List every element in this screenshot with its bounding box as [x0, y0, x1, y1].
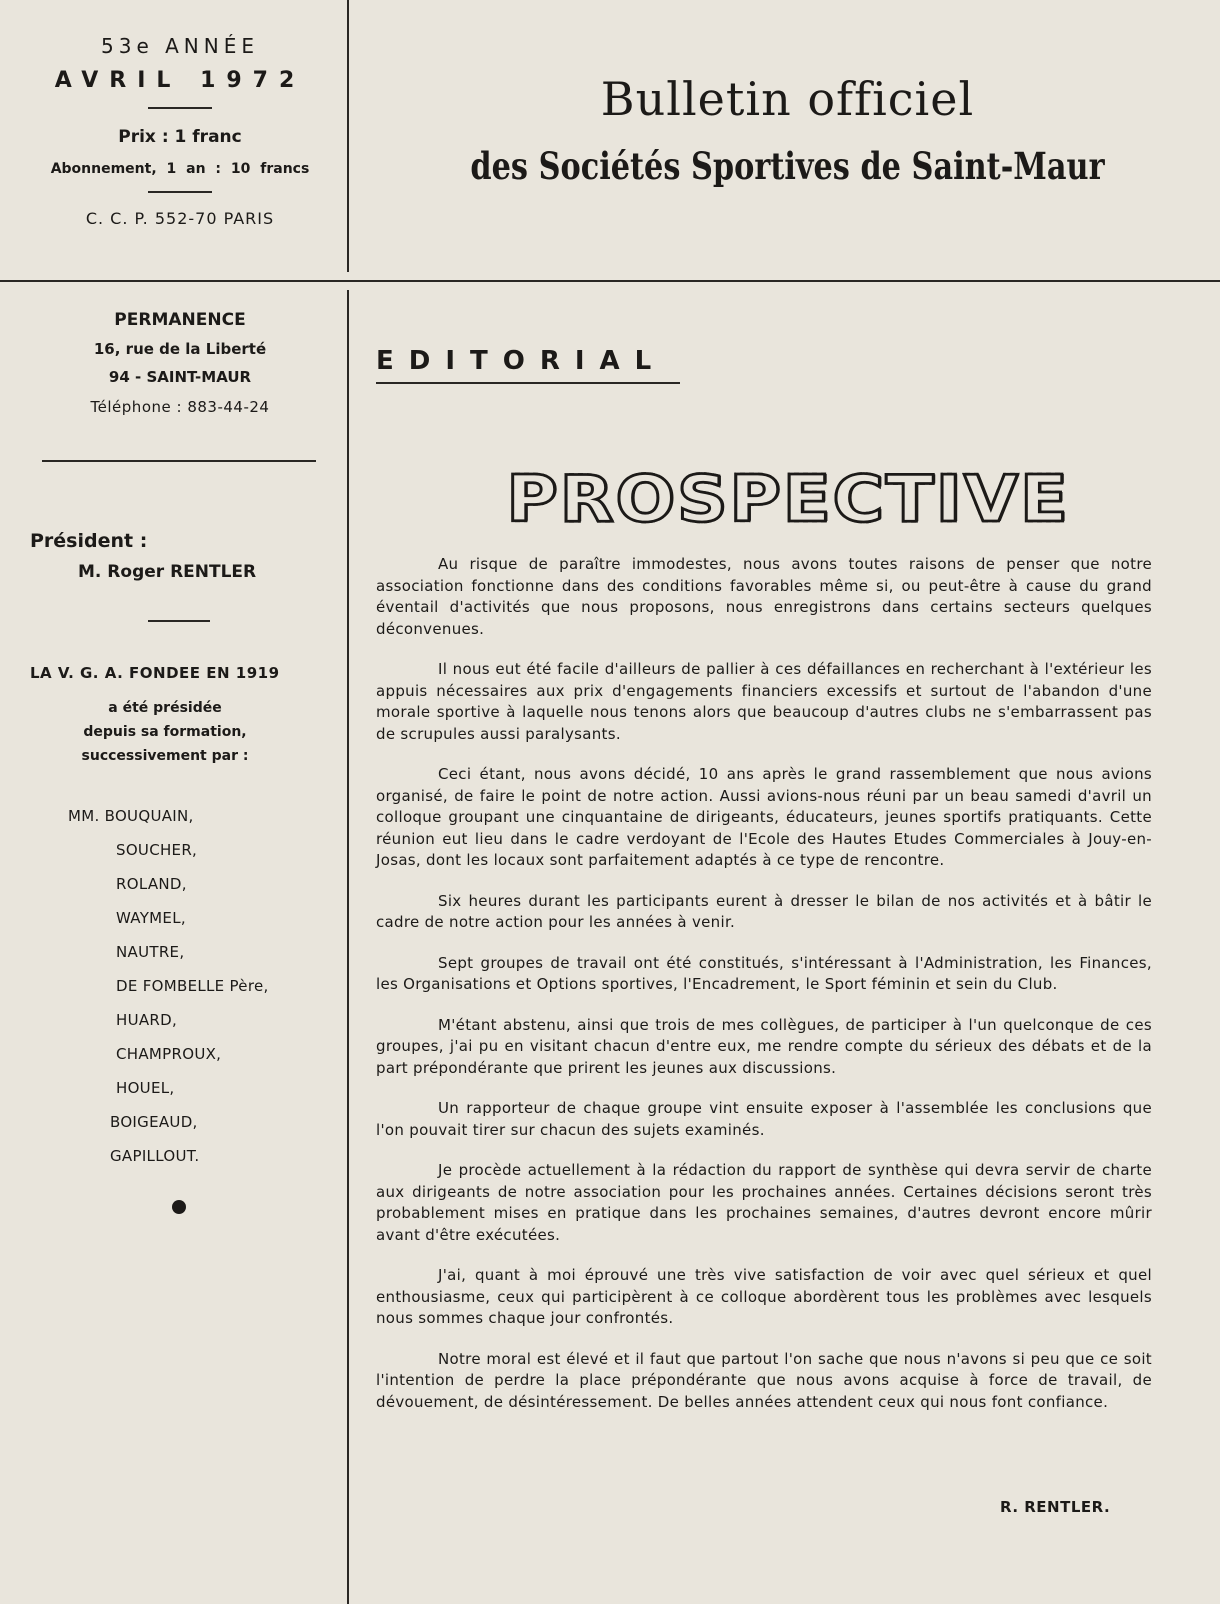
- list-item: CHAMPROUX,: [116, 1045, 222, 1063]
- paragraph: Ceci étant, nous avons décidé, 10 ans après le grand rassemblement que nous avions organisé, de faire le point de notre action. Aussi avions-nous réuni par un beau samedi d'avril un colloque groupant une cinquantaine de dirigeants, éducateurs, jeunes sportifs pratiquants. Cette réunion eut lieu dans le cadre verdoyant de l'Ecole des Hautes Etudes Commerciales à Jouy-en-Josas, dont les locaux sont parfaitement adaptés à ce type de rencontre.: [376, 765, 1152, 869]
- masthead-title: Bulletin officiel: [600, 72, 975, 126]
- vga-intro-line: depuis sa formation,: [83, 724, 247, 740]
- list-item: HOUEL,: [116, 1079, 175, 1097]
- divider: [42, 460, 316, 462]
- bullet-dot: [172, 1200, 186, 1214]
- vga-intro-line: a été présidée: [108, 700, 222, 716]
- editorial-label: EDITORIAL: [376, 346, 667, 376]
- vga-title: LA V. G. A. FONDEE EN 1919: [30, 664, 280, 682]
- president-name: M. Roger RENTLER: [78, 562, 257, 582]
- divider: [148, 191, 212, 193]
- list-item: WAYMEL,: [116, 909, 186, 927]
- paragraph: Un rapporteur de chaque groupe vint ensuite exposer à l'assemblée les conclusions que l'on pouvait tirer sur chacun des sujets examinés.: [376, 1099, 1152, 1139]
- divider: [148, 107, 212, 109]
- list-item: MM. BOUQUAIN,: [68, 807, 194, 825]
- vga-intro: [30, 696, 300, 768]
- issue-date: AVRIL 1972: [54, 68, 306, 93]
- header-divider-vertical: [347, 0, 349, 272]
- article-title: [356, 458, 1220, 540]
- price: Prix : 1 franc: [118, 127, 242, 147]
- vga-intro-line: successivement par :: [81, 748, 249, 764]
- permanence-block: [30, 310, 330, 416]
- paragraph: M'étant abstenu, ainsi que trois de mes collègues, de participer à l'un quelconque de ces groupes, j'ai pu en visitant chacun d'entre eux, me rendre compte du sérieux des débats et de la part prépondérante que prirent les jeunes aux discussions.: [376, 1015, 1152, 1077]
- list-item: BOIGEAUD,: [110, 1113, 198, 1131]
- paragraph: Je procède actuellement à la rédaction du rapport de synthèse qui devra servir de charte aux dirigeants de notre association pour les prochaines années. Certaines décisions seront très probablement mises en pratique dans les prochaines semaines, d'autres devront encore mûrir avant d'être exécutées.: [376, 1161, 1152, 1244]
- column-divider-vertical: [347, 290, 349, 1604]
- issue-year: 53e ANNÉE: [101, 34, 259, 58]
- list-item: GAPILLOUT.: [110, 1147, 200, 1165]
- signature: R. RENTLER.: [1000, 1498, 1111, 1516]
- permanence-title: PERMANENCE: [114, 310, 246, 330]
- paragraph: Notre moral est élevé et il faut que partout l'on sache que nous n'avons si peu que ce soit l'intention de perdre la place prépondérante que nous avons acquise à force de travail, de dévouement, de désintéressement. De belles années attendent ceux qui nous font confiance.: [376, 1349, 1152, 1411]
- header-divider-horizontal: [0, 280, 1220, 282]
- permanence-address-2: 94 - SAINT-MAUR: [108, 368, 252, 386]
- permanence-address-1: 16, rue de la Liberté: [93, 340, 267, 358]
- paragraph: Au risque de paraître immodestes, nous avons toutes raisons de penser que notre association fonctionne dans des conditions favorables même si, ou peut-être à cause du grand éventail d'activités que nous proposons, nous enregistrons dans certains secteurs quelques déconvenues.: [376, 555, 1152, 638]
- permanence-telephone: Téléphone : 883-44-24: [90, 398, 270, 416]
- masthead: [355, 72, 1220, 188]
- list-item: DE FOMBELLE Père,: [116, 977, 269, 995]
- vga-history: [30, 664, 330, 768]
- list-item: HUARD,: [116, 1011, 178, 1029]
- editorial-underline: [376, 382, 680, 384]
- issue-info: [30, 30, 330, 228]
- paragraph: Six heures durant les participants eurent à dresser le bilan de nos activités et à bâtir le cadre de notre action pour les années à venir.: [376, 891, 1152, 931]
- article-title-text: PROSPECTIVE: [506, 461, 1070, 537]
- subscription: Abonnement, 1 an : 10 francs: [50, 161, 310, 177]
- list-item: NAUTRE,: [116, 943, 185, 961]
- list-item: SOUCHER,: [116, 841, 198, 859]
- paragraph: Il nous eut été facile d'ailleurs de pallier à ces défaillances en recherchant à l'extérieur les appuis nécessaires aux prix d'engagements financiers excessifs et surtout de l'abandon d'une morale sportive à laquelle nous tenons alors que beaucoup d'autres clubs ne s'embarrassent pas de scrupules aussi paralysants.: [376, 660, 1152, 743]
- divider: [148, 620, 210, 622]
- paragraph: J'ai, quant à moi éprouvé une très vive satisfaction de voir avec quel sérieux et quel enthousiasme, ceux qui participèrent à ce colloque abordèrent tous les problèmes avec lesquels nous sommes chaque jour confrontés.: [376, 1266, 1152, 1327]
- article-body: [376, 554, 1152, 1432]
- president-block: [30, 530, 330, 582]
- president-label: Président :: [30, 530, 148, 552]
- paragraph: Sept groupes de travail ont été constitués, s'intéressant à l'Administration, les Finances, les Organisations et Options sportives, l'Encadrement, le Sport féminin et sein du Club.: [376, 953, 1152, 993]
- list-item: ROLAND,: [116, 875, 187, 893]
- masthead-subtitle: des Sociétés Sportives de Saint-Maur: [470, 144, 1105, 188]
- postal-account: C. C. P. 552-70 PARIS: [85, 209, 275, 228]
